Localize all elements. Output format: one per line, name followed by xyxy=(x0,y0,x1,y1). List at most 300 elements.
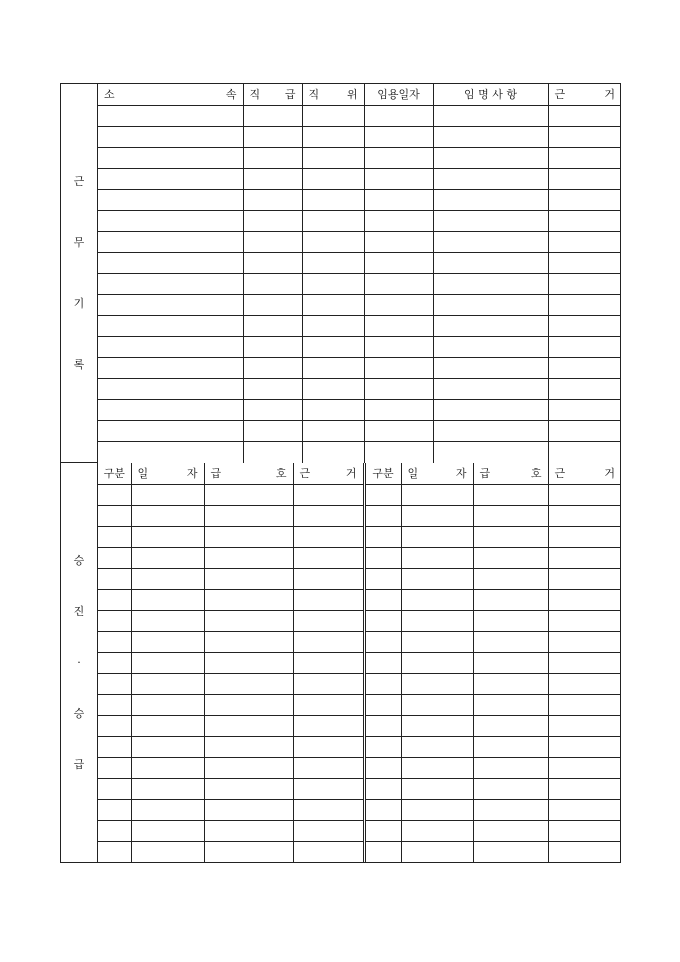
work-record-cell[interactable] xyxy=(364,337,433,358)
promotion-cell[interactable] xyxy=(548,610,621,631)
work-record-header-cell: 임 명 사 항 xyxy=(433,84,548,105)
work-record-cell[interactable] xyxy=(98,294,243,315)
promotion-cell[interactable] xyxy=(131,589,204,610)
work-record-cell[interactable] xyxy=(243,189,302,210)
work-record-cell[interactable] xyxy=(548,379,621,400)
promotion-label-char: 승 xyxy=(73,554,85,567)
work-record-cell[interactable] xyxy=(98,210,243,231)
promotion-cell[interactable] xyxy=(401,652,473,673)
work-record-cell[interactable] xyxy=(98,316,243,337)
work-record-cell[interactable] xyxy=(364,168,433,189)
work-record-cell[interactable] xyxy=(364,294,433,315)
promotion-cell[interactable] xyxy=(131,820,204,841)
promotion-cell[interactable] xyxy=(473,694,548,715)
promotion-cell[interactable] xyxy=(293,799,364,820)
work-record-cell[interactable] xyxy=(243,316,302,337)
work-record-row xyxy=(98,231,621,252)
promotion-cell[interactable] xyxy=(364,610,401,631)
promotion-cell[interactable] xyxy=(473,736,548,757)
work-record-cell[interactable] xyxy=(548,316,621,337)
promotion-cell[interactable] xyxy=(204,799,293,820)
promotion-cell[interactable] xyxy=(364,631,401,652)
promotion-cell[interactable] xyxy=(98,841,131,862)
promotion-cell[interactable] xyxy=(293,505,364,526)
promotion-header-cell: 급 호 xyxy=(473,463,548,484)
work-record-cell[interactable] xyxy=(433,147,548,168)
promotion-cell[interactable] xyxy=(131,736,204,757)
work-record-cell[interactable] xyxy=(433,400,548,421)
work-record-cell[interactable] xyxy=(243,337,302,358)
promotion-cell[interactable] xyxy=(401,610,473,631)
promotion-cell[interactable] xyxy=(98,673,131,694)
promotion-row xyxy=(98,610,621,631)
promotion-cell[interactable] xyxy=(204,820,293,841)
promotion-row xyxy=(98,568,621,589)
work-record-cell[interactable] xyxy=(243,105,302,126)
promotion-cell[interactable] xyxy=(548,736,621,757)
work-record-cell[interactable] xyxy=(364,126,433,147)
promotion-cell[interactable] xyxy=(98,484,131,505)
work-record-cell[interactable] xyxy=(548,231,621,252)
promotion-cell[interactable] xyxy=(473,841,548,862)
work-record-cell[interactable] xyxy=(302,421,364,442)
promotion-row xyxy=(98,631,621,652)
promotion-cell[interactable] xyxy=(293,820,364,841)
work-record-cell[interactable] xyxy=(98,168,243,189)
promotion-cell[interactable] xyxy=(293,736,364,757)
work-record-cell[interactable] xyxy=(243,379,302,400)
promotion-cell[interactable] xyxy=(473,820,548,841)
promotion-cell[interactable] xyxy=(204,589,293,610)
promotion-cell[interactable] xyxy=(364,736,401,757)
work-record-cell[interactable] xyxy=(243,273,302,294)
work-record-row xyxy=(98,337,621,358)
promotion-cell[interactable] xyxy=(473,799,548,820)
work-record-cell[interactable] xyxy=(433,379,548,400)
promotion-cell[interactable] xyxy=(548,673,621,694)
promotion-cell[interactable] xyxy=(401,736,473,757)
promotion-row xyxy=(98,715,621,736)
promotion-cell[interactable] xyxy=(548,589,621,610)
work-record-cell[interactable] xyxy=(302,252,364,273)
promotion-cell[interactable] xyxy=(364,547,401,568)
promotion-cell[interactable] xyxy=(131,526,204,547)
work-record-cell[interactable] xyxy=(302,400,364,421)
promotion-cell[interactable] xyxy=(204,841,293,862)
work-record-cell[interactable] xyxy=(548,337,621,358)
work-record-cell[interactable] xyxy=(433,273,548,294)
promotion-cell[interactable] xyxy=(473,484,548,505)
promotion-cell[interactable] xyxy=(293,484,364,505)
work-record-cell[interactable] xyxy=(364,147,433,168)
work-record-cell[interactable] xyxy=(364,400,433,421)
promotion-cell[interactable] xyxy=(401,505,473,526)
work-record-row xyxy=(98,400,621,421)
work-record-cell[interactable] xyxy=(302,358,364,379)
work-record-row xyxy=(98,442,621,463)
promotion-row xyxy=(98,652,621,673)
promotion-cell[interactable] xyxy=(131,715,204,736)
promotion-cell[interactable] xyxy=(293,568,364,589)
promotion-cell[interactable] xyxy=(401,547,473,568)
promotion-cell[interactable] xyxy=(548,631,621,652)
work-record-label-char: 록 xyxy=(73,358,85,371)
promotion-cell[interactable] xyxy=(473,526,548,547)
promotion-cell[interactable] xyxy=(98,715,131,736)
promotion-cell[interactable] xyxy=(473,715,548,736)
work-record-cell[interactable] xyxy=(433,337,548,358)
promotion-header-row xyxy=(98,463,621,484)
promotion-cell[interactable] xyxy=(401,568,473,589)
work-record-cell[interactable] xyxy=(548,189,621,210)
promotion-cell[interactable] xyxy=(364,715,401,736)
promotion-cell[interactable] xyxy=(401,526,473,547)
promotion-cell[interactable] xyxy=(131,610,204,631)
promotion-row xyxy=(98,526,621,547)
promotion-cell[interactable] xyxy=(473,673,548,694)
promotion-cell[interactable] xyxy=(401,673,473,694)
promotion-cell[interactable] xyxy=(98,610,131,631)
promotion-cell[interactable] xyxy=(131,694,204,715)
promotion-cell[interactable] xyxy=(98,736,131,757)
work-record-cell[interactable] xyxy=(98,358,243,379)
promotion-cell[interactable] xyxy=(364,694,401,715)
promotion-cell[interactable] xyxy=(98,799,131,820)
work-record-cell[interactable] xyxy=(98,379,243,400)
work-record-cell[interactable] xyxy=(98,126,243,147)
work-record-cell[interactable] xyxy=(302,105,364,126)
promotion-cell[interactable] xyxy=(364,526,401,547)
work-record-cell[interactable] xyxy=(302,189,364,210)
work-record-cell[interactable] xyxy=(302,442,364,463)
promotion-cell[interactable] xyxy=(473,547,548,568)
work-record-cell[interactable] xyxy=(433,126,548,147)
work-record-cell[interactable] xyxy=(548,400,621,421)
work-record-cell[interactable] xyxy=(548,294,621,315)
work-record-row xyxy=(98,316,621,337)
promotion-cell[interactable] xyxy=(204,652,293,673)
work-record-cell[interactable] xyxy=(302,210,364,231)
promotion-cell[interactable] xyxy=(548,547,621,568)
promotion-cell[interactable] xyxy=(204,568,293,589)
work-record-header-cell: 직 위 xyxy=(302,84,364,105)
promotion-cell[interactable] xyxy=(473,757,548,778)
promotion-cell[interactable] xyxy=(293,631,364,652)
work-record-cell[interactable] xyxy=(364,379,433,400)
promotion-cell[interactable] xyxy=(473,652,548,673)
promotion-cell[interactable] xyxy=(364,673,401,694)
work-record-cell[interactable] xyxy=(548,358,621,379)
work-record-cell[interactable] xyxy=(364,189,433,210)
promotion-header-cell: 구분 xyxy=(98,463,131,484)
promotion-cell[interactable] xyxy=(293,652,364,673)
promotion-cell[interactable] xyxy=(293,694,364,715)
work-record-cell[interactable] xyxy=(243,126,302,147)
promotion-cell[interactable] xyxy=(364,568,401,589)
work-record-cell[interactable] xyxy=(433,105,548,126)
promotion-cell[interactable] xyxy=(401,694,473,715)
work-record-cell[interactable] xyxy=(98,442,243,463)
promotion-header-cell: 구분 xyxy=(364,463,401,484)
promotion-cell[interactable] xyxy=(131,484,204,505)
promotion-row xyxy=(98,589,621,610)
promotion-label-char: 진 xyxy=(73,605,85,618)
promotion-cell[interactable] xyxy=(364,505,401,526)
work-record-cell[interactable] xyxy=(98,189,243,210)
promotion-cell[interactable] xyxy=(131,652,204,673)
promotion-cell[interactable] xyxy=(548,715,621,736)
work-record-cell[interactable] xyxy=(302,316,364,337)
work-record-cell[interactable] xyxy=(548,126,621,147)
work-record-header-cell: 임용일자 xyxy=(364,84,433,105)
work-record-cell[interactable] xyxy=(364,358,433,379)
promotion-cell[interactable] xyxy=(131,799,204,820)
promotion-row xyxy=(98,736,621,757)
promotion-cell[interactable] xyxy=(548,841,621,862)
promotion-cell[interactable] xyxy=(98,589,131,610)
promotion-cell[interactable] xyxy=(293,673,364,694)
promotion-cell[interactable] xyxy=(204,610,293,631)
work-record-cell[interactable] xyxy=(433,210,548,231)
promotion-cell[interactable] xyxy=(131,505,204,526)
work-record-row xyxy=(98,105,621,126)
promotion-cell[interactable] xyxy=(364,778,401,799)
promotion-cell[interactable] xyxy=(548,694,621,715)
promotion-cell[interactable] xyxy=(293,547,364,568)
promotion-cell[interactable] xyxy=(204,673,293,694)
promotion-cell[interactable] xyxy=(131,631,204,652)
promotion-cell[interactable] xyxy=(548,484,621,505)
work-record-row xyxy=(98,147,621,168)
promotion-label-char: · xyxy=(77,656,81,669)
promotion-cell[interactable] xyxy=(401,757,473,778)
promotion-cell[interactable] xyxy=(293,610,364,631)
work-record-cell[interactable] xyxy=(243,168,302,189)
promotion-cell[interactable] xyxy=(131,547,204,568)
promotion-cell[interactable] xyxy=(548,757,621,778)
work-record-cell[interactable] xyxy=(302,126,364,147)
promotion-cell[interactable] xyxy=(548,778,621,799)
promotion-cell[interactable] xyxy=(98,778,131,799)
work-record-row xyxy=(98,273,621,294)
promotion-cell[interactable] xyxy=(98,757,131,778)
promotion-row xyxy=(98,673,621,694)
promotion-cell[interactable] xyxy=(364,652,401,673)
promotion-cell[interactable] xyxy=(548,568,621,589)
promotion-cell[interactable] xyxy=(548,820,621,841)
promotion-cell[interactable] xyxy=(204,631,293,652)
work-record-cell[interactable] xyxy=(98,273,243,294)
promotion-cell[interactable] xyxy=(293,757,364,778)
work-record-header-cell: 직 급 xyxy=(243,84,302,105)
work-record-cell[interactable] xyxy=(243,147,302,168)
work-record-cell[interactable] xyxy=(243,231,302,252)
promotion-cell[interactable] xyxy=(204,736,293,757)
work-record-cell[interactable] xyxy=(364,210,433,231)
work-record-cell[interactable] xyxy=(302,168,364,189)
work-record-cell[interactable] xyxy=(302,273,364,294)
promotion-cell[interactable] xyxy=(293,841,364,862)
promotion-cell[interactable] xyxy=(401,799,473,820)
promotion-cell[interactable] xyxy=(473,610,548,631)
work-record-cell[interactable] xyxy=(98,400,243,421)
work-record-cell[interactable] xyxy=(433,316,548,337)
work-record-cell[interactable] xyxy=(302,294,364,315)
work-record-row xyxy=(98,294,621,315)
work-record-cell[interactable] xyxy=(243,252,302,273)
promotion-row xyxy=(98,694,621,715)
promotion-cell[interactable] xyxy=(293,589,364,610)
work-record-cell[interactable] xyxy=(548,442,621,463)
promotion-cell[interactable] xyxy=(401,820,473,841)
work-record-cell[interactable] xyxy=(433,231,548,252)
work-record-cell[interactable] xyxy=(243,442,302,463)
promotion-cell[interactable] xyxy=(548,505,621,526)
work-record-cell[interactable] xyxy=(98,252,243,273)
work-record-cell[interactable] xyxy=(364,316,433,337)
work-record-label-char: 기 xyxy=(73,297,85,310)
promotion-cell[interactable] xyxy=(364,841,401,862)
promotion-cell[interactable] xyxy=(364,820,401,841)
promotion-cell[interactable] xyxy=(293,526,364,547)
promotion-cell[interactable] xyxy=(364,757,401,778)
work-record-cell[interactable] xyxy=(548,168,621,189)
work-record-cell[interactable] xyxy=(433,421,548,442)
promotion-cell[interactable] xyxy=(98,694,131,715)
promotion-cell[interactable] xyxy=(548,526,621,547)
work-record-cell[interactable] xyxy=(364,231,433,252)
work-record-cell[interactable] xyxy=(98,105,243,126)
promotion-cell[interactable] xyxy=(364,799,401,820)
promotion-cell[interactable] xyxy=(204,757,293,778)
work-record-header-row xyxy=(98,84,621,105)
promotion-header-cell: 근 거 xyxy=(293,463,364,484)
promotion-cell[interactable] xyxy=(473,505,548,526)
work-record-label-char: 근 xyxy=(73,175,85,188)
promotion-cell[interactable] xyxy=(204,715,293,736)
work-record-cell[interactable] xyxy=(433,358,548,379)
promotion-cell[interactable] xyxy=(473,778,548,799)
work-record-header-cell: 소 속 xyxy=(98,84,243,105)
work-record-cell[interactable] xyxy=(243,421,302,442)
work-record-row xyxy=(98,168,621,189)
promotion-row xyxy=(98,841,621,862)
promotion-cell[interactable] xyxy=(131,757,204,778)
promotion-header-cell: 일 자 xyxy=(131,463,204,484)
work-record-cell[interactable] xyxy=(364,273,433,294)
promotion-cell[interactable] xyxy=(131,568,204,589)
work-record-cell[interactable] xyxy=(98,421,243,442)
work-record-cell[interactable] xyxy=(98,337,243,358)
promotion-cell[interactable] xyxy=(364,484,401,505)
promotion-cell[interactable] xyxy=(98,820,131,841)
personnel-record-form xyxy=(60,83,621,863)
work-record-cell[interactable] xyxy=(433,294,548,315)
work-record-cell[interactable] xyxy=(433,189,548,210)
work-record-label-char: 무 xyxy=(73,236,85,249)
work-record-row xyxy=(98,189,621,210)
work-record-row xyxy=(98,421,621,442)
promotion-cell[interactable] xyxy=(473,631,548,652)
work-record-row xyxy=(98,358,621,379)
promotion-side-label xyxy=(61,463,98,862)
work-record-cell[interactable] xyxy=(243,210,302,231)
work-record-cell[interactable] xyxy=(98,147,243,168)
promotion-cell[interactable] xyxy=(401,484,473,505)
promotion-cell[interactable] xyxy=(98,505,131,526)
promotion-cell[interactable] xyxy=(204,778,293,799)
work-record-cell[interactable] xyxy=(302,147,364,168)
promotion-label-char: 승 xyxy=(73,707,85,720)
promotion-cell[interactable] xyxy=(401,715,473,736)
promotion-header-cell: 근 거 xyxy=(548,463,621,484)
promotion-cell[interactable] xyxy=(401,631,473,652)
promotion-cell[interactable] xyxy=(131,778,204,799)
work-record-cell[interactable] xyxy=(243,400,302,421)
promotion-cell[interactable] xyxy=(98,568,131,589)
promotion-cell[interactable] xyxy=(293,778,364,799)
work-record-cell[interactable] xyxy=(433,442,548,463)
promotion-cell[interactable] xyxy=(131,673,204,694)
promotion-cell[interactable] xyxy=(473,589,548,610)
promotion-table xyxy=(98,463,621,862)
promotion-cell[interactable] xyxy=(204,505,293,526)
work-record-row xyxy=(98,379,621,400)
promotion-cell[interactable] xyxy=(98,526,131,547)
work-record-cell[interactable] xyxy=(548,421,621,442)
promotion-cell[interactable] xyxy=(293,715,364,736)
promotion-cell[interactable] xyxy=(98,631,131,652)
promotion-cell[interactable] xyxy=(401,778,473,799)
work-record-cell[interactable] xyxy=(302,231,364,252)
promotion-cell[interactable] xyxy=(98,652,131,673)
promotion-cell[interactable] xyxy=(401,589,473,610)
work-record-cell[interactable] xyxy=(548,273,621,294)
promotion-cell[interactable] xyxy=(401,841,473,862)
work-record-cell[interactable] xyxy=(98,231,243,252)
work-record-cell[interactable] xyxy=(364,105,433,126)
promotion-cell[interactable] xyxy=(548,799,621,820)
promotion-cell[interactable] xyxy=(204,694,293,715)
work-record-row xyxy=(98,210,621,231)
promotion-cell[interactable] xyxy=(131,841,204,862)
work-record-cell[interactable] xyxy=(433,168,548,189)
work-record-cell[interactable] xyxy=(433,252,548,273)
promotion-cell[interactable] xyxy=(364,589,401,610)
work-record-cell[interactable] xyxy=(548,147,621,168)
work-record-cell[interactable] xyxy=(548,210,621,231)
promotion-cell[interactable] xyxy=(204,484,293,505)
work-record-table xyxy=(98,84,621,463)
promotion-cell[interactable] xyxy=(548,652,621,673)
work-record-cell[interactable] xyxy=(302,379,364,400)
promotion-cell[interactable] xyxy=(204,526,293,547)
work-record-cell[interactable] xyxy=(548,105,621,126)
work-record-cell[interactable] xyxy=(364,442,433,463)
work-record-cell[interactable] xyxy=(243,358,302,379)
promotion-cell[interactable] xyxy=(473,568,548,589)
promotion-cell[interactable] xyxy=(204,547,293,568)
work-record-cell[interactable] xyxy=(364,421,433,442)
work-record-cell[interactable] xyxy=(243,294,302,315)
work-record-row xyxy=(98,126,621,147)
promotion-label-char: 급 xyxy=(73,758,85,771)
work-record-cell[interactable] xyxy=(302,337,364,358)
promotion-row xyxy=(98,820,621,841)
work-record-cell[interactable] xyxy=(364,252,433,273)
promotion-cell[interactable] xyxy=(98,547,131,568)
work-record-cell[interactable] xyxy=(548,252,621,273)
